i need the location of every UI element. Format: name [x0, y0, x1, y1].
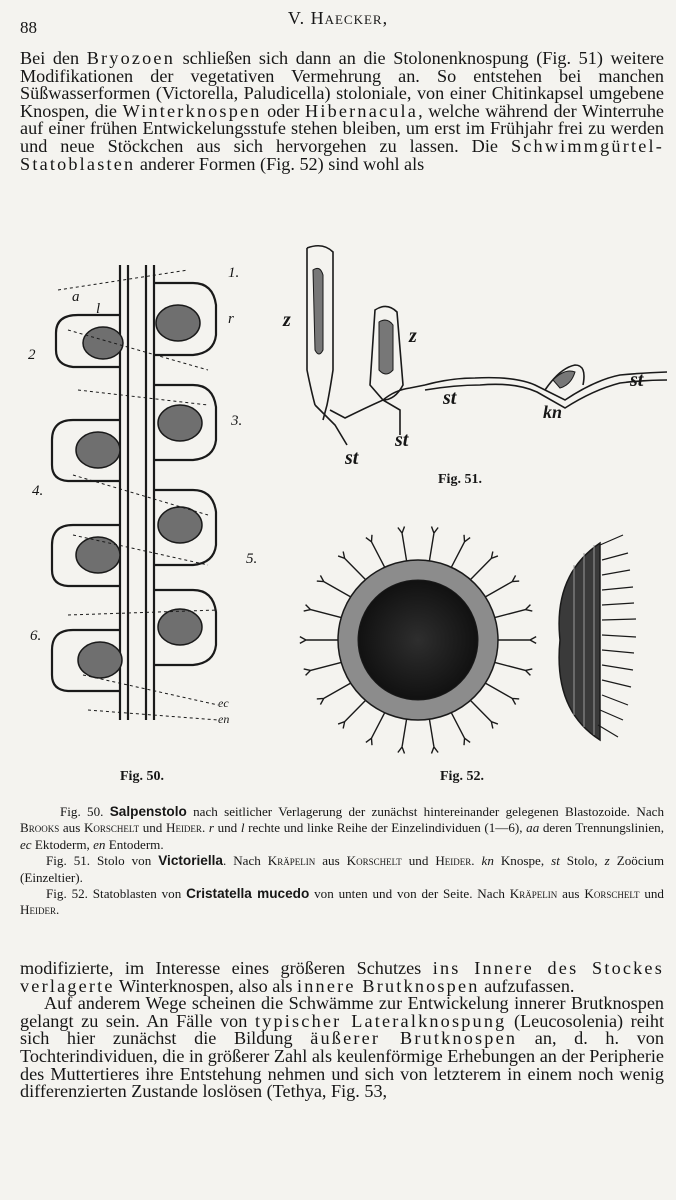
closing-paragraph: modifizierte, im Interesse eines größeren Schutzes ins Innere des Stockes verlagerte Winterknospen, also als innere Brutknospen aufzufassen. Auf anderem Wege scheinen die Schwämme zur Entwickelung innerer Brutknospen gelangt zu sein. An Fälle von typischer Lateralknospung (Leucosolenia) reiht sich hier zunächst die Bildung äußerer Brutknospen an, d. h. von Tochterindividuen, die in größerer Zahl als keulenförmige Erhebungen an der Peripherie des Muttertieres ihre Entstehung nehmen und sich von letzterem in einem noch wenig differenzierten Zustande loslösen (Tethya, Fig. 53,: [20, 958, 664, 1102]
statoblast-spine: [338, 552, 367, 582]
fig50-label-2: 2: [28, 347, 36, 363]
statoblast-spine: [496, 637, 536, 644]
statoblast-spine: [469, 552, 498, 582]
statoblast-spine: [300, 637, 340, 644]
statoblast-spine: [338, 699, 367, 729]
fig50-label-l: l: [96, 301, 101, 317]
fig50-label-5: 5.: [246, 551, 258, 567]
statoblast-spine: [493, 605, 532, 618]
fig50-label-1: 1.: [228, 265, 240, 281]
statoblast-spine: [450, 711, 470, 745]
figure-captions: [20, 804, 664, 919]
fig50-label-6: 6.: [30, 628, 42, 644]
fig51-annotations: [275, 240, 670, 470]
statoblast-spine: [484, 682, 520, 704]
fig51-label-z: z: [283, 309, 291, 331]
fig50-label-3: 3.: [231, 413, 243, 429]
fig52-statoblast-drawing: [298, 515, 668, 765]
fig51-label-st-3: st: [443, 387, 457, 409]
statoblast-spine: [493, 662, 532, 675]
fig51-label-z-2: z: [409, 325, 417, 347]
fig50-label: Fig. 50.: [120, 769, 164, 784]
fig51-label-st-2: st: [395, 429, 409, 451]
statoblast-spine: [304, 605, 343, 618]
statoblast-spine: [366, 535, 386, 569]
statoblast-spine: [366, 711, 386, 745]
statoblast-spine: [398, 527, 407, 563]
statoblast-spine: [317, 682, 353, 704]
intro-paragraph: Bei den Bryozoen schließen sich dann an die Stolonenknospung (Fig. 51) weitere Modifikationen der vegetativen Vermehrung an. So entstehen bei manchen Süßwasserformen (Victorella, Paludicella) stoloniale, von einer Chitinkapsel umgebene Knospen, die Winterknospen oder Hibernacula, welche während der Winterruhe auf einer frühen Entwickelungsstufe stehen bleiben, um erst im Frühjahr frei zu werden und neue Stöckchen aus sich hervorgehen zu lassen. Die Schwimmgürtel-Statoblasten anderer Formen (Fig. 52) sind wohl als: [20, 48, 664, 174]
fig51-label-st-1: st: [345, 447, 359, 469]
statoblast-spine: [304, 662, 343, 675]
fig51-label-st-4: st: [630, 369, 644, 391]
fig51-label-kn: kn: [543, 402, 563, 422]
caption-fig50: Fig. 50. Salpenstolo nach seitlicher Verlagerung der zunächst hintereinander gelegenen Blastozoide. Nach Brooks aus Korschelt und Heider. r und l rechte und linke Reihe der Einzelindividuen (1—6), aa deren Trennungslinien, ec Ektoderm, en Entoderm.: [20, 804, 664, 852]
caption-fig52: Fig. 52. Statoblasten von Cristatella mucedo von unten und von der Seite. Nach Kräpelin aus Korschelt und Heider.: [20, 886, 664, 918]
statoblast-spine: [398, 717, 407, 753]
statoblast-spine: [429, 717, 438, 753]
fig50-annotations: [28, 255, 258, 735]
statoblast-spine: [317, 575, 353, 597]
fig50-label-a: a: [72, 289, 80, 305]
fig50-label-en: en: [218, 712, 230, 726]
running-head: V. Haecker,: [287, 8, 389, 28]
fig52-label: Fig. 52.: [440, 769, 484, 784]
fig50-label-r: r: [228, 311, 234, 327]
fig51-label: Fig. 51.: [438, 472, 482, 487]
statoblast-spine: [429, 527, 438, 563]
fig50-label-4: 4.: [32, 483, 44, 499]
fig50-label-ec: ec: [218, 696, 229, 710]
statoblast-spine: [450, 535, 470, 569]
statoblast-spine: [469, 699, 498, 729]
statoblast-spine: [484, 575, 520, 597]
page-number: 88: [20, 18, 37, 37]
caption-fig51: Fig. 51. Stolo von Victoriella. Nach Kräpelin aus Korschelt und Heider. kn Knospe, st Stolo, z Zoöcium (Einzeltier).: [20, 853, 665, 885]
